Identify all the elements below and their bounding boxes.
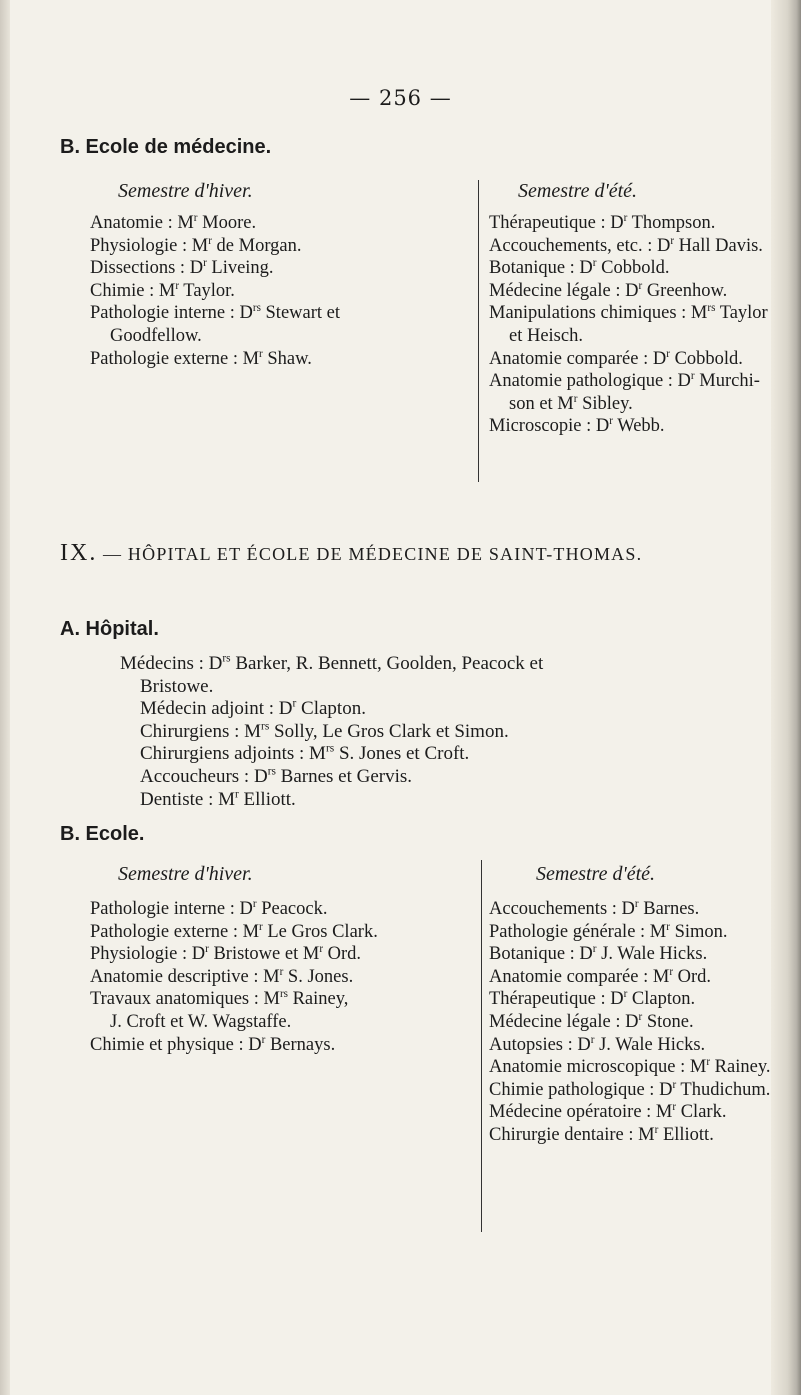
staff-line: Chirurgiens adjoints : $M^{rs}$ S. Jones et Croft. [140,743,470,765]
course-line: Pathologie générale : $M^r$ Simon. [489,920,728,942]
column-title-summer-2: Semestre d'été. [536,863,656,885]
column-divider-2 [481,860,482,1232]
course-line: Manipulations chimiques : $M^{rs}$ Taylor [489,302,768,324]
course-line: Chimie : $M^r$ Taylor. [90,279,235,301]
course-line: Botanique : $D^r$ J. Wale Hicks. [489,943,708,965]
chapter-heading-text: — HÔPITAL ET ÉCOLE DE MÉDECINE DE SAINT-THOMAS. [103,544,643,564]
hospital-staff-list [120,653,780,811]
staff-line: Accoucheurs : $D^{rs}$ Barnes et Gervis. [140,765,413,787]
summer-course-list-1 [489,212,774,438]
course-line-continuation: son et $M^r$ Sibley. [509,392,633,414]
course-line: Physiologie : $D^r$ Bristowe et $M^r$ Ord. [90,943,362,965]
course-line: Accouchements : $D^r$ Barnes. [489,897,700,919]
course-line: Anatomie microscopique : $M^r$ Rainey. [489,1056,771,1078]
course-line: Médecine légale : $D^r$ Stone. [489,1010,694,1032]
page-number: — 256 — [349,86,452,110]
staff-line-continuation: Bristowe. [140,675,214,697]
course-line: Physiologie : $M^r$ de Morgan. [90,234,302,256]
course-line: Chirurgie dentaire : $M^r$ Elliott. [489,1123,714,1145]
staff-line: Chirurgiens : $M^{rs}$ Solly, Le Gros Clark et Simon. [140,720,509,742]
page-left-edge [0,0,10,1395]
course-line: Anatomie comparée : $D^r$ Cobbold. [489,347,743,369]
course-line: Botanique : $D^r$ Cobbold. [489,257,670,279]
summer-course-list-2 [489,898,774,1147]
column-divider-1 [478,180,479,482]
course-line: Dissections : $D^r$ Liveing. [90,257,274,279]
course-line: Anatomie descriptive : $M^r$ S. Jones. [90,965,354,987]
chapter-number: IX. [60,540,98,566]
course-line: Thérapeutique : $D^r$ Clapton. [489,988,696,1010]
course-line: Chimie et physique : $D^r$ Bernays. [90,1033,336,1055]
course-line: Pathologie externe : $M^r$ Le Gros Clark. [90,920,378,942]
column-title-winter-2: Semestre d'hiver. [118,863,253,885]
course-line: Anatomie pathologique : $D^r$ Murchi- [489,370,760,392]
course-line: Médecine légale : $D^r$ Greenhow. [489,279,728,301]
course-line: Microscopie : $D^r$ Webb. [489,415,665,437]
course-line: Anatomie comparée : $M^r$ Ord. [489,965,712,987]
staff-line: Médecins : $D^{rs}$ Barker, R. Bennett, Goolden, Peacock et [120,652,544,674]
course-line: Chimie pathologique : $D^r$ Thudichum. [489,1078,771,1100]
staff-line: Médecin adjoint : $D^r$ Clapton. [140,697,366,720]
course-line-continuation: J. Croft et W. Wagstaffe. [110,1011,292,1032]
course-line: Anatomie : $M^r$ Moore. [90,211,257,233]
course-line: Pathologie externe : $M^r$ Shaw. [90,347,312,369]
winter-course-list-2 [90,898,480,1056]
course-line: Thérapeutique : $D^r$ Thompson. [489,211,716,233]
course-line: Autopsies : $D^r$ J. Wale Hicks. [489,1033,706,1055]
course-line-continuation: et Heisch. [509,325,583,346]
chapter-title [60,540,780,567]
course-line-continuation: Goodfellow. [110,325,202,346]
course-line: Pathologie interne : $D^{rs}$ Stewart et [90,302,341,324]
course-line: Pathologie interne : $D^r$ Peacock. [90,897,328,919]
winter-course-list-1 [90,212,465,370]
course-line: Médecine opératoire : $M^r$ Clark. [489,1101,727,1123]
section-heading-hopital: A. Hôpital. [60,618,159,640]
column-title-winter-1: Semestre d'hiver. [118,180,253,202]
course-line: Accouchements, etc. : $D^r$ Hall Davis. [489,234,763,256]
staff-line: Dentiste : $M^r$ Elliott. [140,788,296,810]
section-heading-ecole: B. Ecole. [60,823,145,845]
column-title-summer-1: Semestre d'été. [518,180,638,202]
section-heading-ecole-medecine: B. Ecole de médecine. [60,136,272,158]
course-line: Travaux anatomiques : $M^{rs}$ Rainey, [90,988,349,1010]
